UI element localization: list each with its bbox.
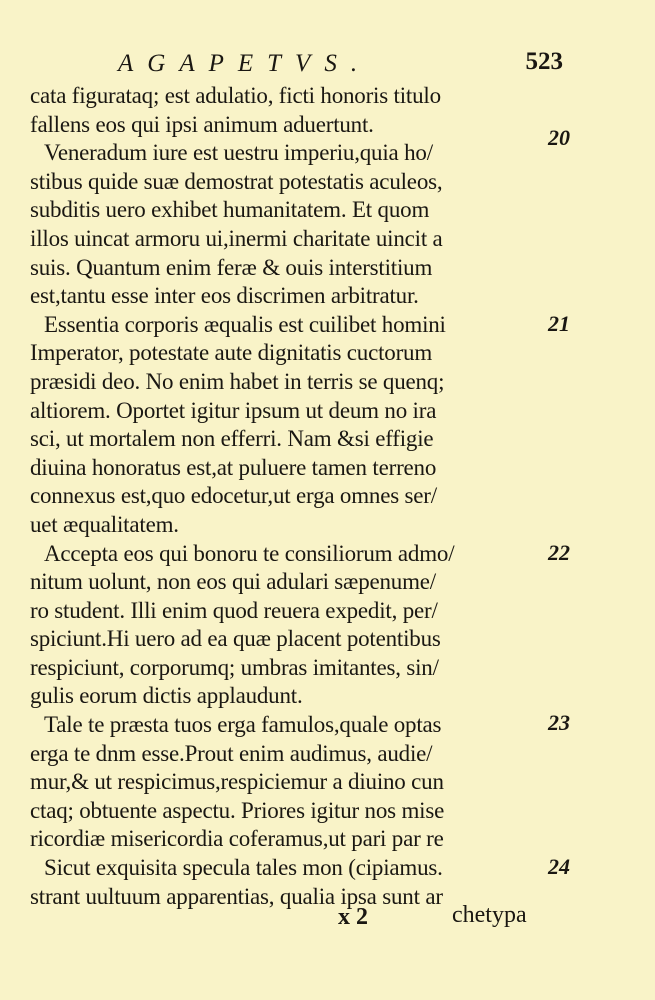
text-line: connexus est,quo edocetur,ut erga omnes ser/ [30, 483, 437, 509]
running-head: AGAPETVS. [118, 50, 372, 77]
text-line: gulis eorum dictis applaudunt. [30, 683, 303, 709]
text-line: Imperator, potestate aute dignitatis cuctorum [30, 340, 433, 366]
text-line: fallens eos qui ipsi animum aduertunt. [30, 111, 374, 137]
margin-note: 20 [548, 125, 570, 150]
text-line: respiciunt, corporumq; umbras imitantes, sin/ [30, 654, 439, 680]
text-line: cata figurataq; est adulatio, ficti honoris titulo [30, 83, 441, 108]
signature-mark: x 2 [338, 904, 368, 930]
text-line: mur,& ut respicimus,respiciemur a diuino cun [30, 769, 444, 795]
text-line: Tale te præsta tuos erga famulos,quale optas [44, 712, 442, 738]
text-line: ro student. Illi enim quod reuera expedit, per/ [30, 597, 438, 623]
body-text [30, 82, 550, 911]
text-line: diuina honoratus est,at puluere tamen terreno [30, 454, 437, 480]
text-line: subditis uero exhibet humanitatem. Et quom [30, 197, 430, 223]
text-line: spiciunt.Hi uero ad ea quæ placent potentibus [30, 626, 441, 652]
text-line: Accepta eos qui bonoru te consiliorum admo/ [44, 540, 455, 566]
text-line: erga te dnm esse.Prout enim audimus, audie/ [30, 740, 433, 766]
text-line: sci, ut mortalem non efferri. Nam &si effigie [30, 426, 434, 452]
margin-note: 23 [548, 710, 570, 735]
margin-note: 22 [548, 540, 570, 565]
text-line: illos uincat armoru ui,inermi charitate uincit a [30, 225, 443, 251]
text-line: Veneradum iure est uestru imperiu,quia ho/ [44, 140, 433, 166]
page-number: 523 [525, 48, 563, 75]
text-line: suis. Quantum enim feræ & ouis interstitium [30, 254, 433, 280]
margin-note: 21 [548, 311, 570, 336]
text-line: nitum uolunt, non eos qui adulari sæpenume/ [30, 569, 436, 595]
text-line: Essentia corporis æqualis est cuilibet homini [44, 311, 446, 337]
text-line: stibus quide suæ demostrat potestatis aculeos, [30, 168, 443, 194]
text-line: strant uultuum apparentias, qualia ipsa sunt ar [30, 883, 443, 909]
margin-note: 24 [548, 854, 570, 879]
text-line: est,tantu esse inter eos discrimen arbitratur. [30, 283, 419, 309]
text-line: Sicut exquisita specula tales mon (cipiamus. [44, 855, 443, 881]
text-line: ricordiæ misericordia coferamus,ut pari par re [30, 826, 444, 852]
text-line: uet æqualitatem. [30, 511, 179, 537]
page-header [0, 50, 655, 84]
catchword: chetypa [452, 902, 527, 928]
text-line: præsidi deo. No enim habet in terris se quenq; [30, 368, 445, 394]
text-line: ctaq; obtuente aspectu. Priores igitur nos mise [30, 797, 445, 823]
text-line: altiorem. Oportet igitur ipsum ut deum no ira [30, 397, 437, 423]
